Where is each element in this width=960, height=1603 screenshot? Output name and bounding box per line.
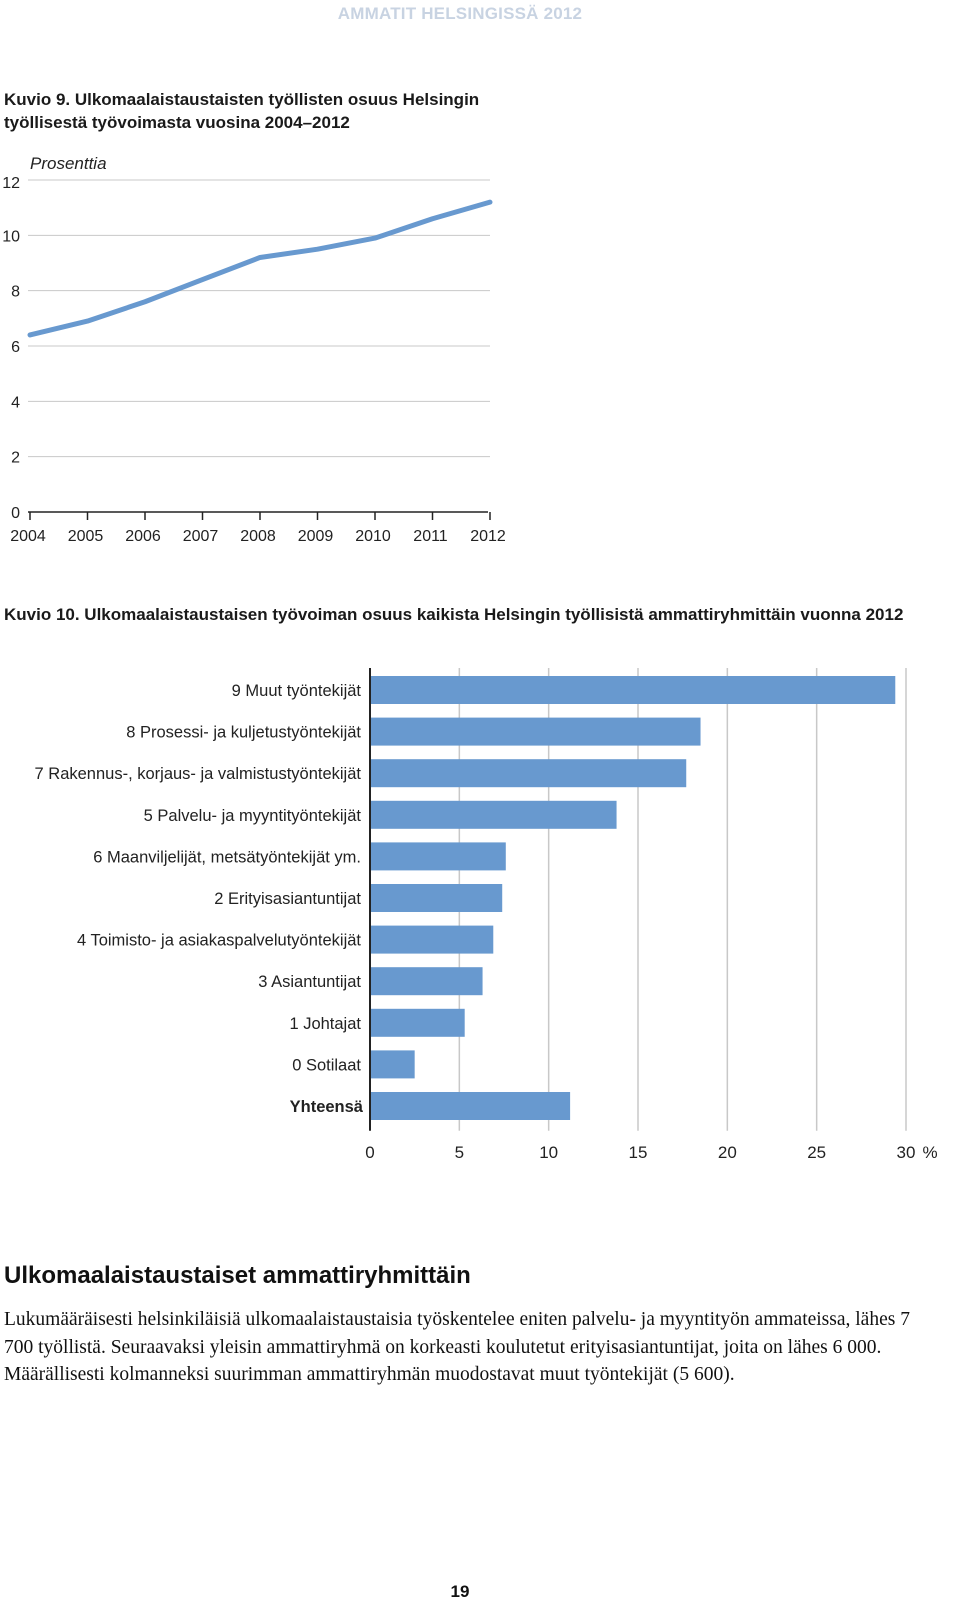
bar [370, 718, 701, 746]
section-heading: Ulkomaalaistaustaiset ammattiryhmittäin [4, 1262, 471, 1289]
x-tick-label: 2011 [413, 528, 448, 545]
x-tick-label: 5 [454, 1142, 465, 1162]
y-tick-label: 2 [11, 449, 20, 467]
figure-10-title: Kuvio 10. Ulkomaalaistaustaisen työvoiman osuus kaikista Helsingin työllisistä ammattiryhmittäin vuonna 2012 [4, 605, 904, 624]
x-tick-label: 2007 [182, 528, 219, 545]
bar [370, 842, 506, 870]
category-label: 2 Erityisasiantuntijat [214, 890, 361, 908]
y-tick-label: 0 [11, 505, 20, 522]
category-label: 7 Rakennus-, korjaus- ja valmistustyöntekijät [34, 765, 361, 784]
category-label: 9 Muut työntekijät [231, 682, 361, 700]
x-tick-label: 2008 [240, 528, 276, 545]
y-axis-title: Prosenttia [30, 154, 107, 173]
y-tick-label: 12 [2, 175, 20, 192]
category-label: 8 Prosessi- ja kuljetustyöntekijät [126, 723, 361, 742]
series-line [30, 202, 490, 335]
bar-chart [0, 668, 960, 1178]
category-label: 6 Maanviljelijät, metsätyöntekijät ym. [93, 848, 361, 867]
category-label: 4 Toimisto- ja asiakaspalvelutyöntekijät [76, 931, 361, 950]
x-tick-label: 10 [539, 1142, 559, 1162]
category-label: 5 Palvelu- ja myyntityöntekijät [143, 806, 361, 825]
x-tick-label: 2010 [355, 528, 391, 545]
bar [370, 1050, 415, 1078]
y-tick-label: 4 [11, 394, 20, 412]
x-tick-label: 30 [896, 1142, 916, 1162]
category-label: Yhteensä [289, 1098, 363, 1116]
x-tick-label: 2009 [297, 528, 334, 545]
x-tick-label: 25 [807, 1142, 827, 1162]
category-label: 0 Sotilaat [292, 1056, 361, 1075]
bar [370, 676, 895, 704]
x-tick-label: 15 [628, 1142, 648, 1162]
body-paragraph: Lukumääräisesti helsinkiläisiä ulkomaalaistaustaisia työskentelee eniten palvelu- ja myyntityön ammateissa, lähes 7 700 työllistä. Seuraavaksi yleisin ammattiryhmä on korkeasti koulutetut erityisasiantuntijat, joita on lähes 6 000. Määrällisesti kolmanneksi suurimman ammattiryhmän muodostavat muut työntekijät (5 600). [4, 1309, 910, 1385]
x-tick-label: 2004 [10, 528, 46, 545]
page-number: 19 [450, 1582, 470, 1601]
y-tick-label: 6 [11, 339, 20, 356]
running-header: AMMATIT HELSINGISSÄ 2012 [337, 4, 583, 23]
x-tick-label: 2006 [125, 528, 161, 545]
category-label: 1 Johtajat [289, 1014, 361, 1033]
bar [370, 1092, 570, 1120]
x-tick-label: 20 [717, 1142, 737, 1162]
line-chart [0, 150, 540, 560]
x-tick-label: 2005 [67, 528, 104, 545]
category-label: 3 Asiantuntijat [258, 973, 361, 992]
y-tick-label: 10 [2, 228, 20, 246]
bar [370, 884, 502, 912]
bar [370, 759, 686, 787]
figure-9-title: Kuvio 9. Ulkomaalaistaustaisten työllisten osuus Helsingin työllisestä työvoimasta vuosina 2004–2012 [4, 90, 480, 132]
x-tick-label: 2012 [470, 528, 506, 545]
y-tick-label: 8 [11, 283, 20, 301]
bar [370, 967, 483, 995]
bar [370, 801, 617, 829]
bar [370, 926, 493, 954]
x-axis-unit: % [922, 1142, 938, 1162]
bar [370, 1009, 465, 1037]
x-tick-label: 0 [365, 1142, 375, 1162]
